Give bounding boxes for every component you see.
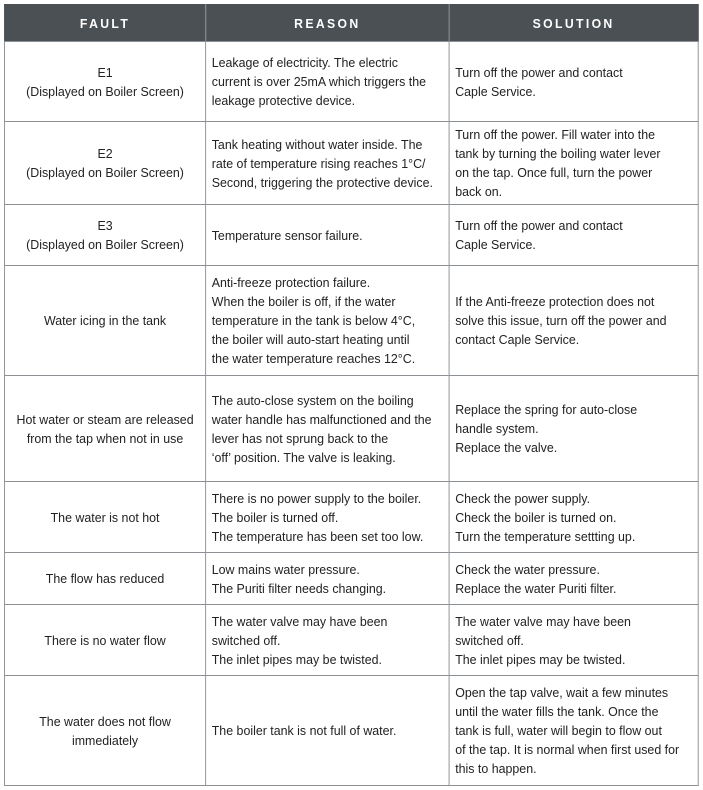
solution-cell [449,266,698,376]
cell-text-line: leakage protective device. [211,93,356,108]
reason-cell [206,122,449,205]
reason-cell [206,205,449,266]
cell-text-line: The water is not hot [50,509,160,525]
table-row [4,605,698,676]
cell-text-line: the water temperature reaches 12°C. [211,351,416,366]
cell-text-line: switched off. [455,632,524,648]
fault-cell [4,376,205,482]
cell-text-line: Low mains water pressure. [211,561,360,577]
solution-cell [449,605,698,676]
cell-text-line: back on. [455,184,503,199]
cell-text-line: from the tap when not in use [26,430,184,446]
cell-text-line: until the water fills the tank. Once the [455,704,659,719]
reason-cell [206,605,449,676]
cell-text-line: temperature in the tank is below 4°C, [211,313,416,328]
reason-cell [206,266,449,376]
cell-text-line: ‘off’ position. The valve is leaking. [211,449,396,465]
troubleshooting-table [4,4,699,786]
cell-text-line: When the boiler is off, if the water [211,294,396,309]
cell-text-line: Caple Service. [455,83,536,99]
cell-text-line: on the tap. Once full, turn the power [455,165,653,180]
cell-text-line: tank is full, water will begin to flow out [455,723,662,738]
header-reason: REASON [206,5,449,42]
cell-text-line: Turn the temperature settting up. [455,528,636,544]
cell-text-line: The boiler tank is not full of water. [211,723,397,738]
cell-text-line: Replace the valve. [455,440,558,455]
cell-text-line: solve this issue, turn off the power and [455,313,667,328]
cell-text-line: Hot water or steam are released [16,411,194,427]
fault-cell [4,605,205,676]
cell-text-line: lever has not sprung back to the [211,430,389,446]
cell-text-line: Open the tap valve, wait a few minutes [455,685,669,700]
header-solution: SOLUTION [449,5,698,42]
cell-text-line: E3 [97,218,113,233]
fault-cell [4,676,205,786]
cell-text-line: The Puriti filter needs changing. [211,580,387,596]
cell-text-line: Second, triggering the protective device. [211,174,433,190]
cell-text-line: Tank heating without water inside. The [211,136,423,152]
cell-text-line: of the tap. It is normal when first used for [455,742,680,757]
cell-text-line: The temperature has been set too low. [211,528,424,544]
cell-text-line: (Displayed on Boiler Screen) [26,165,184,180]
cell-text-line: The boiler is turned off. [211,509,339,525]
solution-cell [449,122,698,205]
reason-cell [206,42,449,122]
fault-cell [4,266,205,376]
solution-cell [449,376,698,482]
cell-text-line: contact Caple Service. [455,332,580,347]
cell-text-line: Turn off the power and contact [455,218,623,233]
solution-cell [449,205,698,266]
cell-text-line: If the Anti-freeze protection does not [455,294,655,309]
cell-text-line: Turn off the power. Fill water into the [455,127,656,142]
cell-text-line: immediately [71,732,139,748]
table-row [4,122,698,205]
cell-text-line: The water valve may have been [211,613,388,629]
table-row [4,42,698,122]
solution-cell [449,553,698,605]
table-row [4,482,698,553]
cell-text-line: The water valve may have been [455,613,631,629]
cell-text-line: tank by turning the boiling water lever [455,146,661,161]
cell-text-line: Check the power supply. [455,490,591,506]
cell-text-line: switched off. [211,632,281,648]
reason-cell [206,376,449,482]
solution-cell [449,42,698,122]
cell-text-line: Turn off the power and contact [455,64,623,80]
cell-text-line: The inlet pipes may be twisted. [211,651,382,667]
table-row [4,205,698,266]
solution-cell [449,482,698,553]
fault-cell [4,42,205,122]
solution-cell [449,676,698,786]
cell-text-line: current is over 25mA which triggers the [211,74,427,89]
cell-text-line: handle system. [455,421,539,436]
cell-text-line: this to happen. [455,761,537,776]
cell-text-line: Replace the water Puriti filter. [455,580,617,596]
table-header-row [4,5,698,42]
table-row [4,676,698,786]
cell-text-line: (Displayed on Boiler Screen) [26,83,184,99]
table-row [4,553,698,605]
cell-text-line: Leakage of electricity. The electric [211,55,399,70]
cell-text-line: Temperature sensor failure. [211,227,363,243]
reason-cell [206,676,449,786]
cell-text-line: There is no power supply to the boiler. [211,490,422,506]
cell-text-line: (Displayed on Boiler Screen) [26,237,184,252]
cell-text-line: There is no water flow [44,632,166,648]
cell-text-line: The flow has reduced [45,571,165,586]
cell-text-line: Caple Service. [455,237,536,252]
cell-text-line: Anti-freeze protection failure. [211,275,371,290]
table-row [4,266,698,376]
cell-text-line: Water icing in the tank [43,313,167,328]
cell-text-line: E1 [97,64,113,80]
cell-text-line: rate of temperature rising reaches 1°C/ [211,155,426,171]
cell-text-line: water handle has malfunctioned and the [211,411,432,427]
reason-cell [206,553,449,605]
cell-text-line: E2 [97,146,113,161]
fault-cell [4,205,205,266]
fault-cell [4,482,205,553]
header-fault: FAULT [4,5,205,42]
cell-text-line: The inlet pipes may be twisted. [455,651,626,667]
table-row [4,376,698,482]
cell-text-line: Check the water pressure. [455,561,600,577]
table-body [4,42,698,786]
fault-cell [4,122,205,205]
cell-text-line: The auto-close system on the boiling [211,392,414,408]
cell-text-line: Check the boiler is turned on. [455,509,617,525]
cell-text-line: The water does not flow [39,713,171,729]
cell-text-line: the boiler will auto-start heating until [211,332,410,347]
fault-cell [4,553,205,605]
reason-cell [206,482,449,553]
cell-text-line: Replace the spring for auto-close [455,402,638,417]
